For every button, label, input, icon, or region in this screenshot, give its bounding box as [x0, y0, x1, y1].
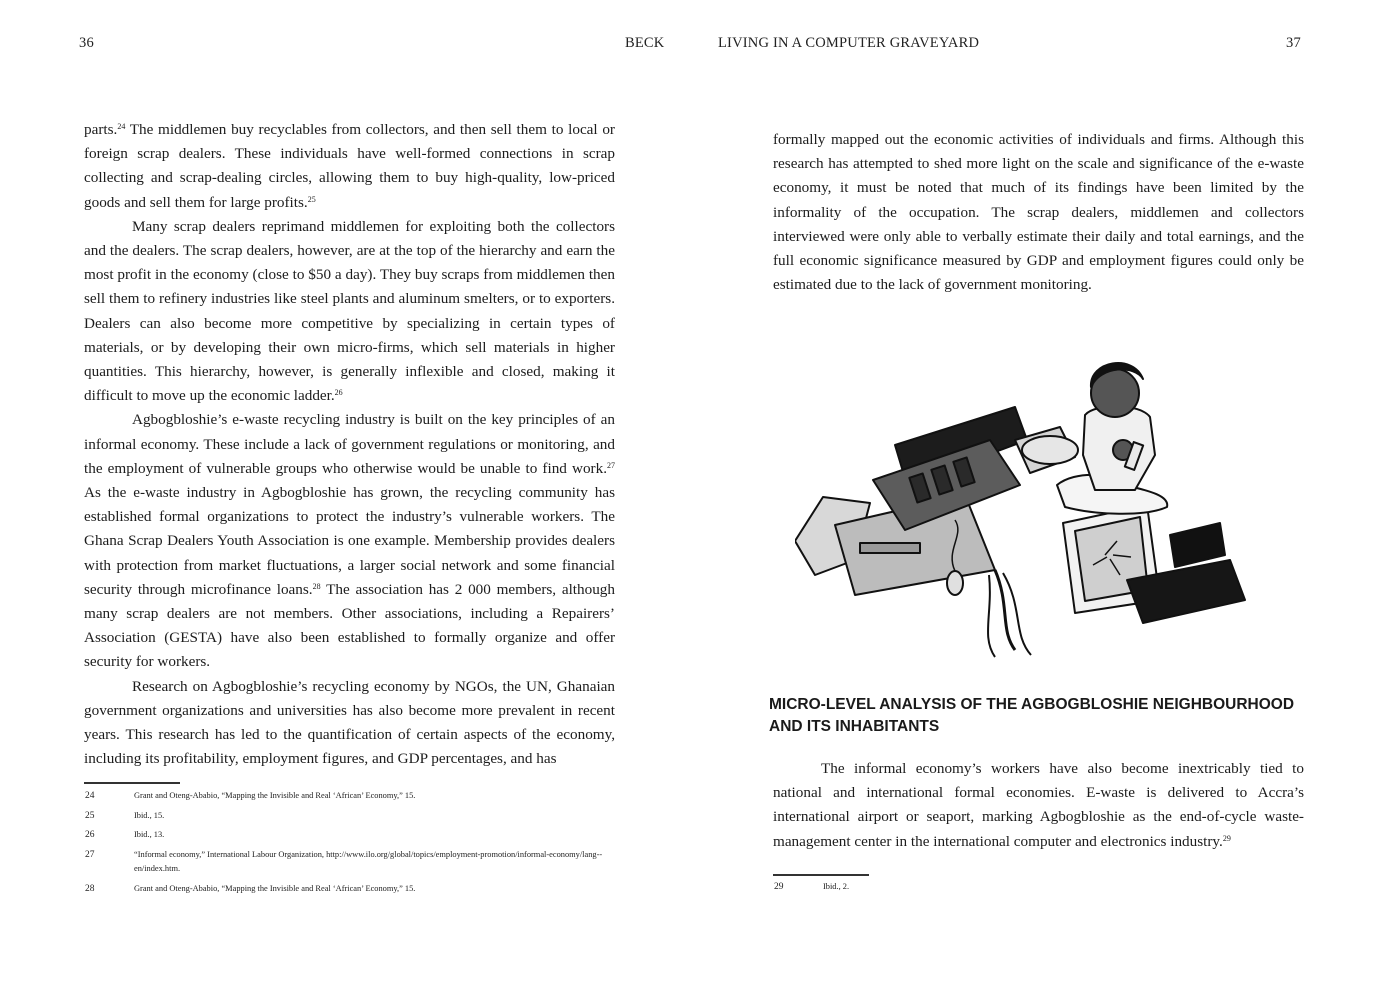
footnote-ref[interactable]: 28 [312, 581, 321, 591]
footnote-divider [773, 874, 869, 876]
page-number: 36 [79, 35, 94, 51]
paragraph: Many scrap dealers reprimand middlemen for exploiting both the collectors and the dealers. The scrap dealers, however, are at the top of the hierarchy and earn the most profit in the economy (close to $50 a day). They buy scraps from middlemen then sell them to refinery industries like steel plants and aluminum smelters, or to exporters. Dealers can also become more competitive by specializing in certain types of materials, or by developing their own micro-firms, which sell materials in higher quantities. This hierarchy, however, is generally inflexible and closed, making it difficult to move up the economic ladder.$^{26}$ [84, 217, 615, 405]
page-number: 37 [1286, 35, 1301, 51]
footnotes [84, 789, 614, 901]
paragraph: Research on Agbogbloshie’s recycling economy by NGOs, the UN, Ghanaian government organizations and universities has also become more prevalent in recent years. This research has led to the quantification of certain aspects of the economy, including its profitability, employment figures, and GDP percentages, and has [84, 677, 615, 768]
footnote-ref[interactable]: 29 [1222, 833, 1231, 843]
mouse-shape [947, 571, 963, 595]
paragraph: parts.$^{24}$ The middlemen buy recyclables from collectors, and then sell them to local or foreign scrap dealers. These individuals have well-formed connections in scrap collecting and scrap-dealing circles, allowing them to buy high-quality, low-priced goods and sell them for large profits.$^{25}$ [84, 121, 615, 211]
footnote-ref[interactable]: 25 [307, 194, 316, 204]
running-head-title: LIVING IN A COMPUTER GRAVEYARD [718, 35, 980, 51]
knob-row [860, 543, 920, 553]
body-text [84, 118, 615, 771]
footnote: 25 Ibid., 15. [85, 810, 165, 821]
body-text [773, 757, 1304, 854]
footnote-ref[interactable]: 27 [607, 460, 615, 470]
section-heading: MICRO-LEVEL ANALYSIS OF THE AGBOGBLOSHIE NEIGHBOURHOOD AND ITS INHABITANTS [769, 696, 1295, 735]
cable [1003, 573, 1031, 655]
footnote-divider [84, 782, 180, 784]
footnote: 26 Ibid., 13. [85, 830, 165, 840]
cable [988, 575, 995, 657]
paragraph: The informal economy’s workers have also become inextricably tied to national and international formal economies. E-waste is delivered to Accra’s international airport or seaport, marking Agbogbloshie as the end-of-cycle waste-management center in the international computer and electronics industry.$^{29}$ [773, 760, 1304, 850]
child-on-ewaste-pile-illustration [795, 345, 1265, 660]
footnotes [773, 880, 1303, 900]
running-head-author: BECK [625, 35, 665, 51]
footnote: 24 Grant and Oteng-Ababio, “Mapping the Invisible and Real ‘African’ Economy,” 15. [85, 791, 416, 801]
footnote-ref[interactable]: 24 [117, 122, 126, 131]
footnote: 27 “Informal economy,” International Labour Organization, http://www.ilo.org/global/topics/employment-promotion/informal-economy/lang--en/index.htm. [85, 849, 603, 873]
cable [995, 570, 1015, 650]
black-box-shape [1170, 523, 1225, 567]
paragraph: Agbogbloshie’s e-waste recycling industry is built on the key principles of an informal economy. These include a lack of government regulations or monitoring, and the employment of vulnerable groups who otherwise would be unable to find work.$^{27}$ As the e-waste industry in Agbogbloshie has grown, the recycling community has established formal organizations to protect the industry’s vulnerable workers. The Ghana Scrap Dealers Youth Association is one example. Membership provides dealers with protection from market fluctuations, a larger social network and some financial security through microfinance loans.$^{28}$ The association has 2 000 members, although many scrap dealers are not members. Other associations, including a Repairers’ Association (GESTA) have also been established to formally organize and offer security for workers. [84, 411, 615, 671]
right-page [690, 0, 1380, 988]
paragraph: formally mapped out the economic activities of individuals and firms. Although this research has attempted to shed more light on the scale and significance of the e-waste economy, it must be noted that much of its findings have been limited by the informality of the occupation. The scrap dealers, middlemen and collectors interviewed were only able to verbally estimate their daily and total earnings, and the full economic significance measured by GDP and employment figures could only be estimated due to the lack of government monitoring. [773, 131, 1304, 294]
footnote-ref[interactable]: 26 [334, 388, 343, 398]
body-text [773, 128, 1304, 297]
router-shape [1022, 436, 1078, 464]
footnote: 28 Grant and Oteng-Ababio, “Mapping the Invisible and Real ‘African’ Economy,” 15. [85, 883, 416, 894]
footnote: 29 Ibid., 2. [774, 882, 850, 892]
